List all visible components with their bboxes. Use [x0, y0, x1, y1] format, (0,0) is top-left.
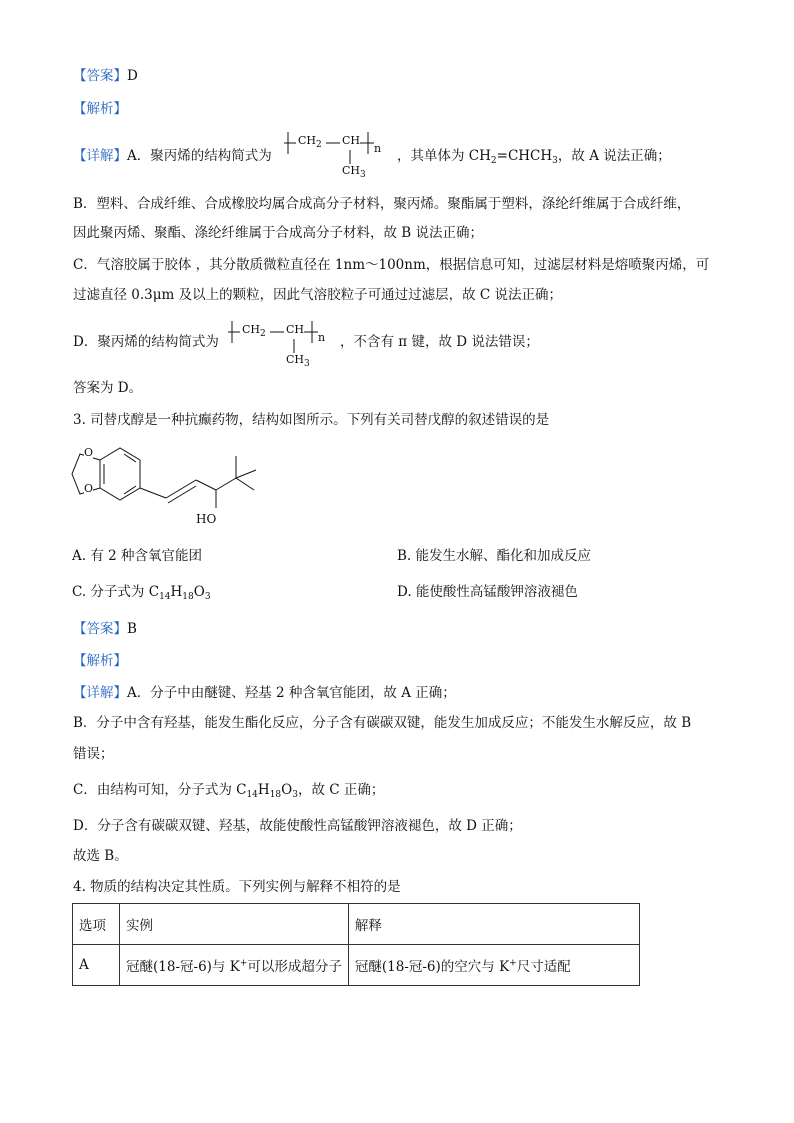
polypropylene-formula-1: $CH_2$ CH n $CH_3$	[298, 134, 382, 180]
answer-tag: 【答案】	[73, 68, 127, 84]
q4-table	[72, 903, 640, 986]
table-cell-example: 冠醚(18-冠-6)与 K+可以形成超分子	[120, 945, 349, 986]
q3-detail-a: 【详解】A．分子中由醚键、羟基 2 种含氧官能团，故 A 正确；	[73, 685, 456, 701]
q3-detail-b1: B．分子中含有羟基，能发生酯化反应，分子含有碳碳双键，能发生加成反应；不能发生水解反应，故 B	[73, 715, 692, 731]
q2-detail-b1: B．塑料、合成纤维、合成橡胶均属合成高分子材料，聚丙烯。聚酯属于塑料，涤纶纤维属于合成纤维，	[73, 196, 691, 212]
q2-detail-c1: C．气溶胶属于胶体 ，其分散质微粒直径在 1nm～100nm，根据信息可知，过滤层材料是熔喷聚丙烯，可	[73, 257, 710, 273]
q2-detail-b2: 因此聚丙烯、聚酯、涤纶纤维属于合成高分子材料，故 B 说法正确；	[73, 225, 484, 241]
q3-option-a[interactable]: A. 有 2 种含氧官能团	[72, 548, 203, 564]
q3-option-b[interactable]: B. 能发生水解、酯化和加成反应	[397, 548, 592, 564]
table-row	[73, 945, 640, 986]
detail-tag: 【详解】	[73, 148, 127, 164]
q3-conclusion: 故选 B。	[73, 848, 128, 864]
q2-conclusion: 答案为 D。	[73, 380, 143, 396]
polypropylene-formula-2: $CH_2$ CH n $CH_3$	[242, 323, 326, 369]
table-header-cell: 实例	[120, 904, 349, 945]
q2-analysis-tag: 【解析】	[73, 101, 127, 117]
q3-detail-d: D．分子含有碳碳双键、羟基，故能使酸性高锰酸钾溶液褪色，故 D 正确；	[73, 818, 522, 834]
q3-stem: 3. 司替戊醇是一种抗癫药物，结构如图所示。下列有关司替戊醇的叙述错误的是	[73, 412, 550, 428]
q3-option-c[interactable]: C. 分子式为 $C_{14}H_{18}O_3$	[72, 584, 211, 602]
q2-detail-d: D．聚丙烯的结构简式为	[73, 334, 219, 350]
table-cell-explain: 冠醚(18-冠-6)的空穴与 K+尺寸适配	[348, 945, 639, 986]
q3-analysis-tag: 【解析】	[73, 653, 127, 669]
stiripentol-structure: O O HO	[68, 440, 268, 532]
answer-value: D	[127, 68, 138, 84]
q2-answer	[73, 66, 138, 86]
table-header-row	[73, 904, 640, 945]
q4-stem: 4. 物质的结构决定其性质。下列实例与解释不相符的是	[73, 879, 401, 895]
q3-answer: 【答案】B	[73, 621, 137, 637]
table-header-cell: 选项	[73, 904, 120, 945]
q2-a-suffix: ，其单体为 $CH_2=CHCH_3$，故 A 说法正确；	[397, 148, 671, 166]
q3-detail-c: C．由结构可知，分子式为 $C_{14}H_{18}O_3$，故 C 正确；	[73, 782, 385, 800]
table-cell-option: A	[73, 945, 120, 986]
q2-d-suffix: ，不含有 π 键，故 D 说法错误；	[340, 334, 539, 350]
q3-option-d[interactable]: D. 能使酸性高锰酸钾溶液褪色	[397, 584, 578, 600]
q2-detail-c2: 过滤直径 0.3μm 及以上的颗粒，因此气溶胶粒子可通过过滤层，故 C 说法正确；	[73, 287, 563, 303]
q2-detail-a: 【详解】A．聚丙烯的结构简式为	[73, 148, 272, 164]
table-header-cell: 解释	[348, 904, 639, 945]
q3-detail-b2: 错误；	[73, 746, 114, 762]
